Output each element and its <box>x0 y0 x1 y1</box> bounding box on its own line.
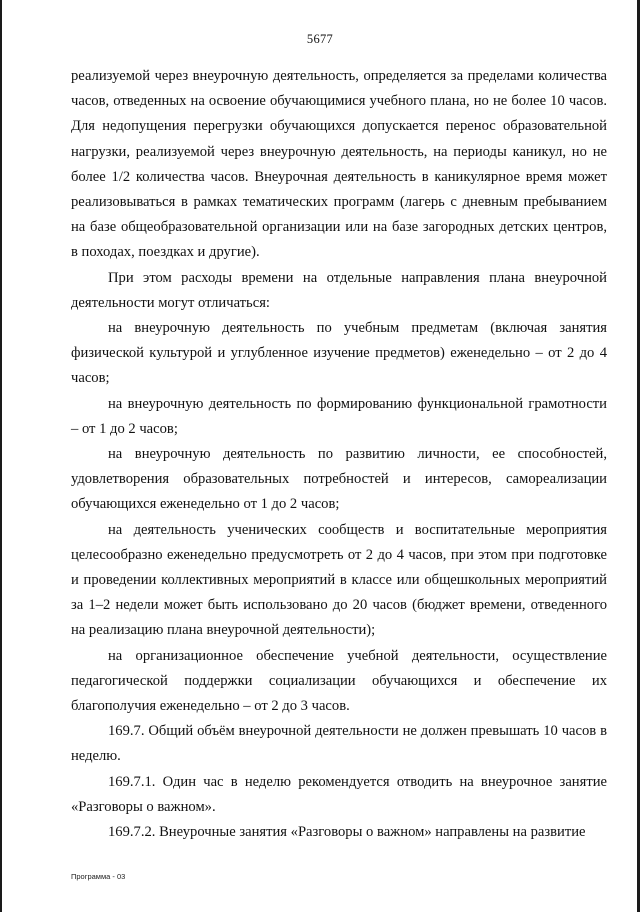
footer-label: Программа - 03 <box>71 872 126 881</box>
page-number: 5677 <box>306 32 334 46</box>
paragraph-personal-development: на внеурочную деятельность по развитию личности, ее способностей, удовлетворения образовательных потребностей и интересов, самореализации обучающихся еженедельно от 1 до 2 часов; <box>71 446 607 513</box>
paragraph-organizational-support: на организационное обеспечение учебной деятельности, осуществление педагогической поддержки социализации обучающихся и обеспечение их благополучия еженедельно – от 2 до 3 часов. <box>71 647 607 715</box>
paragraph-169-7: 169.7. Общий объём внеурочной деятельности не должен превышать 10 часов в неделю. <box>71 723 607 765</box>
document-body <box>71 64 607 845</box>
paragraph-functional-literacy: на внеурочную деятельность по формированию функциональной грамотности – от 1 до 2 часов; <box>71 395 607 437</box>
paragraph-time-distribution: При этом расходы времени на отдельные направления плана внеурочной деятельности могут отличаться: <box>71 269 607 311</box>
paragraph-169-7-1: 169.7.1. Один час в неделю рекомендуется отводить на внеурочное занятие «Разговоры о важном». <box>71 773 607 815</box>
paragraph-continuation: реализуемой через внеурочную деятельность, определяется за пределами количества часов, отведенных на освоение обучающимися учебного плана, но не более 10 часов. Для недопущения перегрузки обучающихся допускается перенос образовательной нагрузки, реализуемой через внеурочную деятельность, на периоды каникул, но не более 1/2 количества часов. Внеурочная деятельность в каникулярное время может реализовываться в рамках тематических программ (лагерь с дневным пребыванием на базе общеобразовательной организации или на базе загородных детских центров, в походах, поездках и другие). <box>71 68 607 261</box>
paragraph-student-communities: на деятельность ученических сообществ и воспитательные мероприятия целесообразно еженедельно предусмотреть от 2 до 4 часов, при этом при подготовке и проведении коллективных мероприятий в классе или общешкольных мероприятий за 1–2 недели может быть использовано до 20 часов (бюджет времени, отведенного на реализацию плана внеурочной деятельности); <box>71 521 607 639</box>
paragraph-169-7-2: 169.7.2. Внеурочные занятия «Разговоры о важном» направлены на развитие <box>108 824 586 841</box>
paragraph-subjects: на внеурочную деятельность по учебным предметам (включая занятия физической культурой и углубленное изучение предметов) еженедельно – от 2 до 4 часов; <box>71 320 607 387</box>
